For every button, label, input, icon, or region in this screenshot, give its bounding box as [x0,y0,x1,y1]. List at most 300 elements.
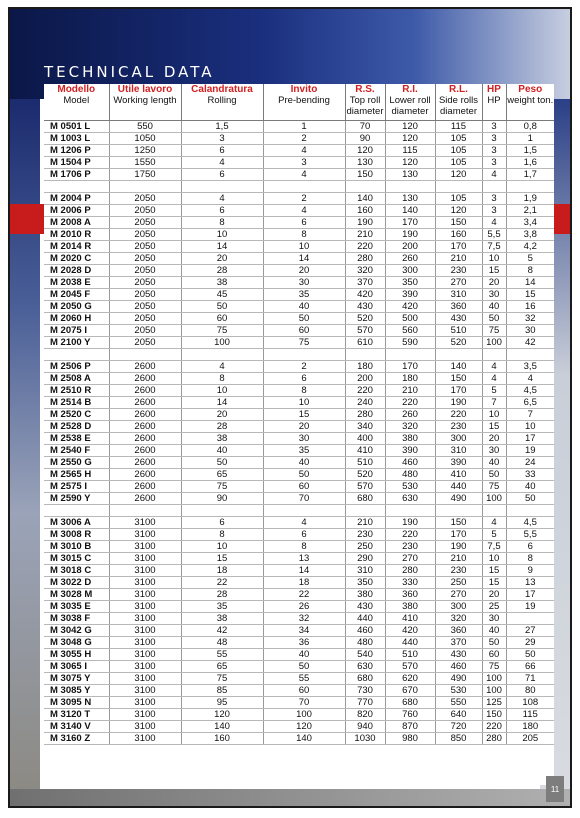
value-cell: 70 [263,696,345,708]
table-row [44,612,554,624]
value-cell: 1750 [109,168,181,180]
value-cell: 220 [435,408,482,420]
value-cell: 20 [263,264,345,276]
header-lower-roll: R.I. Lower roll diameter [385,84,435,120]
value-cell: 28 [181,588,263,600]
table-row [44,360,554,372]
value-cell: 630 [345,660,385,672]
value-cell: 180 [345,360,385,372]
value-cell: 400 [345,432,385,444]
value-cell: 30 [263,276,345,288]
model-cell: M 3075 Y [44,672,109,684]
value-cell: 530 [385,480,435,492]
value-cell: 40 [482,624,506,636]
value-cell: 19 [506,600,554,612]
value-cell: 520 [435,336,482,348]
value-cell: 360 [385,588,435,600]
model-cell: M 3048 G [44,636,109,648]
value-cell: 5 [506,252,554,264]
value-cell: 130 [385,168,435,180]
value-cell: 290 [345,552,385,564]
value-cell: 220 [385,396,435,408]
value-cell: 560 [385,324,435,336]
value-cell: 2050 [109,216,181,228]
spacer-cell [482,348,506,360]
value-cell: 770 [345,696,385,708]
value-cell: 115 [506,708,554,720]
value-cell: 610 [345,336,385,348]
value-cell: 640 [435,708,482,720]
spacer-cell [385,504,435,516]
spacer-cell [181,504,263,516]
model-cell: M 3018 C [44,564,109,576]
value-cell: 510 [345,456,385,468]
value-cell: 100 [482,336,506,348]
value-cell: 460 [385,456,435,468]
value-cell: 150 [482,708,506,720]
spacer-cell [435,348,482,360]
value-cell: 2600 [109,468,181,480]
table-row [44,204,554,216]
model-cell: M 2004 P [44,192,109,204]
value-cell: 2050 [109,228,181,240]
spacer-cell [385,180,435,192]
value-cell: 270 [435,588,482,600]
value-cell: 6 [506,540,554,552]
spacer-cell [506,348,554,360]
value-cell: 71 [506,672,554,684]
spacer-cell [44,348,109,360]
value-cell: 4 [482,372,506,384]
value-cell: 20 [181,252,263,264]
value-cell: 60 [263,480,345,492]
spacer-cell [345,348,385,360]
spacer-cell [506,504,554,516]
value-cell: 310 [435,444,482,456]
value-cell: 190 [345,216,385,228]
value-cell: 4 [263,204,345,216]
value-cell: 55 [263,672,345,684]
value-cell: 75 [263,336,345,348]
value-cell: 15 [482,576,506,588]
value-cell: 150 [345,168,385,180]
value-cell: 30 [482,444,506,456]
value-cell: 15 [482,264,506,276]
value-cell: 4 [263,144,345,156]
value-cell: 10 [263,240,345,252]
model-cell: M 2010 R [44,228,109,240]
spacer-cell [385,348,435,360]
table-row [44,468,554,480]
value-cell: 4 [482,168,506,180]
value-cell: 130 [385,192,435,204]
value-cell: 3100 [109,576,181,588]
value-cell: 350 [345,576,385,588]
model-cell: M 2100 Y [44,336,109,348]
value-cell: 1 [506,132,554,144]
value-cell: 3100 [109,612,181,624]
value-cell: 410 [435,468,482,480]
value-cell: 220 [482,720,506,732]
value-cell: 2600 [109,372,181,384]
value-cell: 4 [263,516,345,528]
value-cell: 38 [181,612,263,624]
value-cell: 20 [482,276,506,288]
value-cell: 2600 [109,384,181,396]
value-cell: 3 [181,132,263,144]
table-row [44,144,554,156]
value-cell: 630 [385,492,435,504]
value-cell: 8 [181,528,263,540]
spacer-cell [345,180,385,192]
technical-data-table-container [44,84,554,785]
value-cell: 820 [345,708,385,720]
value-cell: 66 [506,660,554,672]
table-row [44,228,554,240]
table-row [44,540,554,552]
value-cell: 1,5 [181,120,263,132]
page-title: TECHNICAL DATA [44,63,215,81]
value-cell: 4 [482,516,506,528]
value-cell: 100 [482,684,506,696]
value-cell: 2 [263,132,345,144]
value-cell: 230 [435,420,482,432]
spacer-cell [263,348,345,360]
value-cell: 440 [345,612,385,624]
value-cell: 3100 [109,672,181,684]
value-cell: 150 [435,372,482,384]
value-cell: 120 [385,132,435,144]
value-cell: 14 [181,240,263,252]
value-cell: 420 [385,624,435,636]
value-cell: 310 [435,288,482,300]
value-cell: 85 [181,684,263,696]
value-cell: 850 [435,732,482,744]
value-cell: 1 [263,120,345,132]
value-cell: 210 [435,252,482,264]
value-cell: 940 [345,720,385,732]
value-cell: 160 [181,732,263,744]
value-cell: 15 [181,552,263,564]
value-cell: 170 [435,384,482,396]
value-cell: 250 [345,540,385,552]
value-cell: 380 [385,432,435,444]
model-cell: M 3006 A [44,516,109,528]
value-cell: 590 [385,336,435,348]
value-cell: 8 [506,552,554,564]
value-cell: 2 [263,192,345,204]
value-cell: 8 [506,264,554,276]
value-cell: 8 [263,228,345,240]
value-cell: 14 [506,276,554,288]
value-cell: 3100 [109,648,181,660]
value-cell: 120 [181,708,263,720]
table-row [44,216,554,228]
spacer-cell [181,348,263,360]
model-cell: M 3095 N [44,696,109,708]
value-cell: 205 [506,732,554,744]
table-body [44,120,554,744]
value-cell: 10 [263,396,345,408]
value-cell: 380 [385,600,435,612]
table-row [44,492,554,504]
value-cell: 125 [482,696,506,708]
table-row [44,480,554,492]
value-cell: 15 [506,288,554,300]
table-row [44,288,554,300]
value-cell: 210 [435,552,482,564]
value-cell: 4 [181,156,263,168]
value-cell: 30 [482,612,506,624]
model-cell: M 2006 P [44,204,109,216]
table-row [44,696,554,708]
model-cell: M 3160 Z [44,732,109,744]
value-cell: 3100 [109,660,181,672]
table-row [44,444,554,456]
value-cell: 3100 [109,624,181,636]
value-cell: 620 [385,672,435,684]
header-rolling: Calandratura Rolling [181,84,263,120]
value-cell: 150 [435,216,482,228]
value-cell: 140 [345,192,385,204]
spacer-cell [263,504,345,516]
value-cell: 20 [482,432,506,444]
value-cell: 3100 [109,636,181,648]
value-cell: 38 [181,432,263,444]
left-background-band [10,99,40,789]
table-row [44,396,554,408]
value-cell: 160 [345,204,385,216]
value-cell: 140 [263,732,345,744]
table-row [44,636,554,648]
value-cell: 980 [385,732,435,744]
value-cell: 430 [435,312,482,324]
table-row [44,552,554,564]
value-cell: 3100 [109,516,181,528]
header-top-roll: R.S. Top roll diameter [345,84,385,120]
value-cell: 10 [482,408,506,420]
value-cell: 60 [181,312,263,324]
table-row [44,684,554,696]
value-cell: 550 [109,120,181,132]
value-cell: 390 [435,456,482,468]
value-cell: 100 [482,672,506,684]
value-cell: 7,5 [482,240,506,252]
model-cell: M 2520 C [44,408,109,420]
value-cell: 40 [263,456,345,468]
value-cell: 200 [385,240,435,252]
value-cell: 2050 [109,336,181,348]
spacer-cell [345,504,385,516]
value-cell: 65 [181,468,263,480]
spacer-cell [181,180,263,192]
value-cell: 480 [385,468,435,480]
value-cell: 680 [345,672,385,684]
group-spacer-row [44,504,554,516]
spacer-cell [435,504,482,516]
value-cell: 310 [345,564,385,576]
value-cell: 33 [506,468,554,480]
value-cell: 90 [181,492,263,504]
model-cell: M 2528 D [44,420,109,432]
header-weight: Peso weight ton. [506,84,554,120]
value-cell: 180 [385,372,435,384]
value-cell: 120 [435,168,482,180]
value-cell: 16 [506,300,554,312]
value-cell: 75 [482,660,506,672]
value-cell: 1,7 [506,168,554,180]
value-cell: 3100 [109,684,181,696]
value-cell: 100 [263,708,345,720]
value-cell: 2600 [109,360,181,372]
value-cell: 30 [482,288,506,300]
table-row [44,672,554,684]
value-cell: 4 [181,192,263,204]
value-cell: 2,1 [506,204,554,216]
value-cell: 28 [181,420,263,432]
value-cell: 680 [345,492,385,504]
value-cell: 300 [385,264,435,276]
table-row [44,516,554,528]
table-row [44,252,554,264]
value-cell: 50 [482,312,506,324]
value-cell: 360 [435,624,482,636]
value-cell: 10 [181,540,263,552]
value-cell: 2600 [109,408,181,420]
value-cell: 170 [385,216,435,228]
model-cell: M 2028 D [44,264,109,276]
value-cell: 2050 [109,300,181,312]
value-cell: 50 [181,456,263,468]
value-cell: 9 [506,564,554,576]
spacer-cell [435,180,482,192]
value-cell: 17 [506,432,554,444]
value-cell: 300 [435,432,482,444]
value-cell: 370 [435,636,482,648]
value-cell: 3 [482,192,506,204]
value-cell: 320 [345,264,385,276]
value-cell: 210 [345,228,385,240]
value-cell: 2050 [109,192,181,204]
model-cell: M 3055 H [44,648,109,660]
value-cell: 24 [506,456,554,468]
spacer-cell [44,504,109,516]
value-cell: 120 [345,144,385,156]
table-row [44,528,554,540]
value-cell: 10 [181,228,263,240]
spacer-cell [506,180,554,192]
value-cell: 170 [435,528,482,540]
model-cell: M 3022 D [44,576,109,588]
model-cell: M 2590 Y [44,492,109,504]
value-cell: 3 [482,156,506,168]
value-cell: 27 [506,624,554,636]
value-cell: 1050 [109,132,181,144]
value-cell: 500 [385,312,435,324]
model-cell: M 1206 P [44,144,109,156]
value-cell: 360 [435,300,482,312]
value-cell: 100 [482,492,506,504]
value-cell: 190 [385,516,435,528]
value-cell: 1,6 [506,156,554,168]
value-cell: 4 [263,168,345,180]
value-cell: 330 [385,576,435,588]
technical-data-table [44,84,554,745]
value-cell: 10 [506,420,554,432]
value-cell: 420 [345,288,385,300]
value-cell: 75 [482,324,506,336]
value-cell: 430 [435,648,482,660]
value-cell: 2600 [109,456,181,468]
value-cell: 105 [435,156,482,168]
value-cell: 220 [345,384,385,396]
model-cell: M 2514 B [44,396,109,408]
value-cell: 410 [385,612,435,624]
header-model: Modello Model [44,84,109,120]
value-cell: 210 [385,384,435,396]
value-cell: 105 [435,192,482,204]
value-cell: 19 [506,444,554,456]
footer-band [10,789,570,808]
value-cell: 15 [263,408,345,420]
value-cell: 2600 [109,444,181,456]
value-cell: 13 [506,576,554,588]
value-cell: 50 [263,312,345,324]
table-row [44,372,554,384]
model-cell: M 2510 R [44,384,109,396]
model-cell: M 2538 E [44,432,109,444]
value-cell: 50 [506,648,554,660]
value-cell: 29 [506,636,554,648]
table-row [44,120,554,132]
value-cell: 2600 [109,396,181,408]
table-row [44,408,554,420]
model-cell: M 1003 L [44,132,109,144]
value-cell: 75 [181,324,263,336]
value-cell: 40 [263,300,345,312]
table-row [44,564,554,576]
value-cell: 115 [435,120,482,132]
value-cell: 36 [263,636,345,648]
value-cell: 26 [263,600,345,612]
value-cell: 300 [435,600,482,612]
value-cell: 3 [263,156,345,168]
value-cell: 8 [263,540,345,552]
model-cell: M 2020 C [44,252,109,264]
value-cell: 2600 [109,420,181,432]
value-cell: 14 [181,396,263,408]
value-cell: 190 [435,396,482,408]
model-cell: M 2014 R [44,240,109,252]
value-cell: 3100 [109,708,181,720]
value-cell: 720 [435,720,482,732]
value-cell: 260 [385,408,435,420]
value-cell: 510 [385,648,435,660]
value-cell: 150 [435,516,482,528]
value-cell: 3100 [109,696,181,708]
model-cell: M 1504 P [44,156,109,168]
value-cell: 0,8 [506,120,554,132]
value-cell: 48 [181,636,263,648]
value-cell: 6 [181,168,263,180]
value-cell: 1,9 [506,192,554,204]
value-cell: 2050 [109,204,181,216]
value-cell: 15 [482,420,506,432]
value-cell: 30 [506,324,554,336]
table-row [44,240,554,252]
value-cell: 3100 [109,552,181,564]
model-cell: M 2075 I [44,324,109,336]
